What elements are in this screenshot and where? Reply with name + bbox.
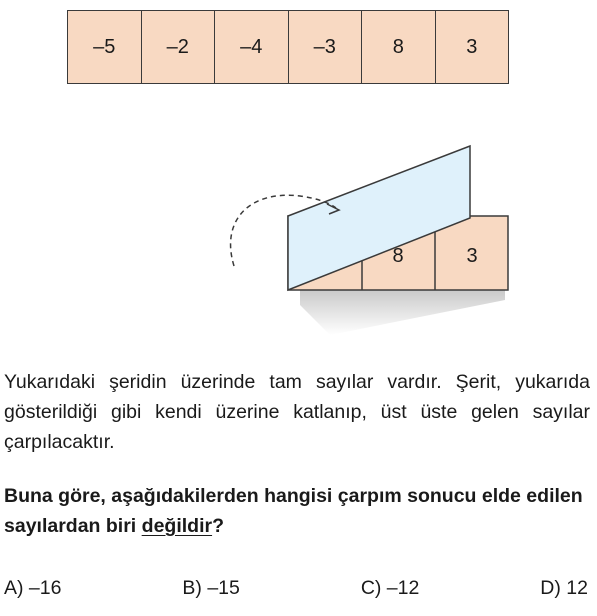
question-underlined: değildir (141, 515, 213, 537)
question-main: Buna göre, aşağıdakilerden hangisi çarpım sonucu elde edilen sayılardan biri (4, 485, 583, 537)
problem-paragraph: Yukarıdaki şeridin üzerinde tam sayılar vardır. Şerit, yukarıda gösterildiği gibi kendi üzerine katlanıp, üst üste gelen sayılar çarpılacaktır. (4, 371, 590, 453)
option-c[interactable]: C) –12 (360, 577, 420, 599)
number-strip (67, 10, 509, 84)
strip-cell: –5 (68, 11, 142, 83)
strip-cell: –2 (142, 11, 216, 83)
question-text (4, 481, 590, 541)
visible-cell-value: 3 (466, 245, 478, 267)
option-a[interactable]: A) –16 (4, 577, 62, 599)
strip-cell: 8 (362, 11, 436, 83)
option-d[interactable]: D) 12 (540, 577, 588, 599)
strip-cell: –4 (215, 11, 289, 83)
strip-cell: –3 (289, 11, 363, 83)
hidden-cell-value: 8 (392, 245, 404, 267)
folded-strip-illustration (0, 130, 597, 350)
option-b[interactable]: B) –15 (182, 577, 240, 599)
fold-shadow (300, 288, 505, 335)
question-mark: ? (212, 515, 224, 537)
answer-options (4, 577, 588, 600)
strip-cell: 3 (466, 35, 478, 58)
